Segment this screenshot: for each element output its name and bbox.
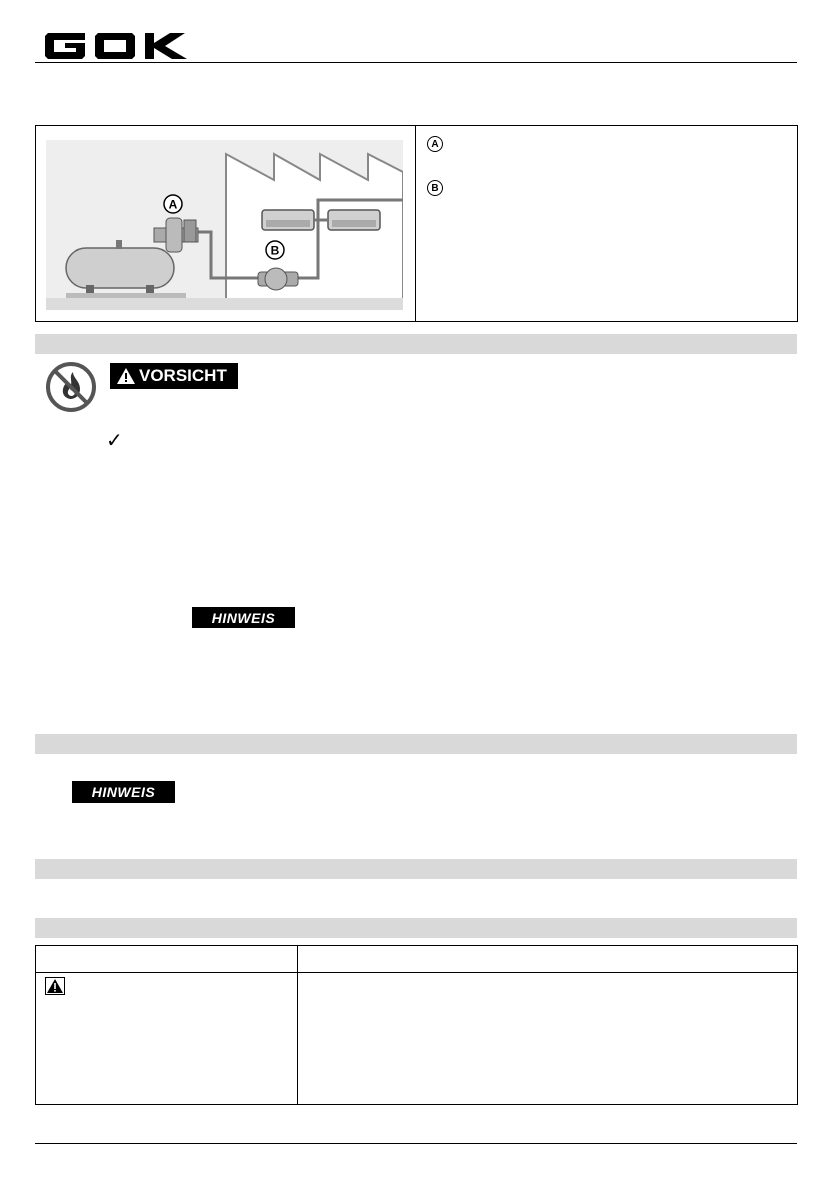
- vorsicht-label: VORSICHT: [139, 366, 227, 385]
- hinweis-badge: HINWEIS: [72, 781, 175, 803]
- section-bar: [35, 334, 797, 354]
- no-fire-icon: [45, 361, 97, 413]
- hinweis-badge: HINWEIS: [192, 607, 295, 628]
- svg-text:A: A: [168, 197, 178, 212]
- radiant-heater: [328, 210, 380, 230]
- section-bar: [35, 734, 797, 754]
- footer-rule: [35, 1143, 797, 1144]
- gok-logo: [45, 33, 193, 59]
- legend-mark-b: B: [427, 180, 443, 196]
- table-header-rule: [35, 972, 798, 973]
- section-bar: [35, 859, 797, 879]
- gas-system-diagram: [46, 140, 403, 310]
- warning-icon: [45, 977, 65, 995]
- svg-text:B: B: [270, 243, 280, 258]
- radiant-heater: [262, 210, 314, 230]
- table-column-divider: [297, 945, 298, 1105]
- figure-divider: [415, 125, 416, 322]
- section-bar: [35, 918, 797, 938]
- troubleshooting-table: [35, 945, 798, 1105]
- warning-triangle-icon: [116, 367, 136, 385]
- header-rule: [35, 62, 797, 63]
- check-mark-icon: ✓: [106, 430, 123, 452]
- vorsicht-badge: [110, 363, 238, 389]
- legend-mark-a: A: [427, 136, 443, 152]
